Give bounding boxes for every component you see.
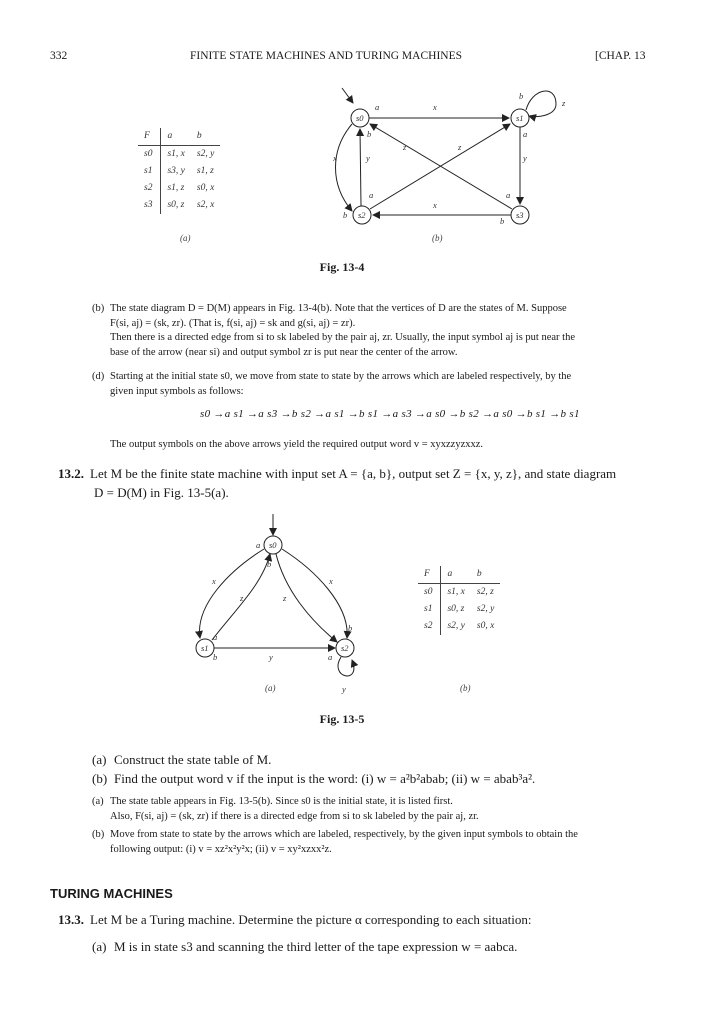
table-cell: s2, z [476, 587, 494, 597]
paragraph-d [92, 370, 662, 399]
edge-label: a [523, 129, 528, 139]
text-line: Construct the state table of M. [114, 752, 272, 767]
table-cell: s0, x [476, 621, 495, 631]
text-line: Let M be a Turing machine. Determine the picture α corresponding to each situation: [90, 912, 532, 927]
state-node [264, 536, 282, 554]
state-label: s0 [356, 113, 364, 123]
text-line: D = D(M) in Fig. 13-5(a). [94, 485, 229, 500]
table-cell: s0, z [167, 200, 185, 210]
table-cell: s1, z [196, 166, 214, 176]
edge [336, 124, 353, 211]
text-line: Move from state to state by the arrows which are labeled, respectively, by the given input symbols to obtain the [110, 829, 578, 840]
table-cell: s0 [138, 146, 161, 164]
edge [200, 549, 264, 638]
fig4-label-a: (a) [180, 233, 191, 243]
edge-label: y [342, 684, 346, 694]
table-cell: s0 [418, 584, 441, 602]
table-corner: F [418, 566, 441, 584]
edge-label: b [348, 623, 353, 633]
table-cell: s1, x [167, 149, 185, 159]
item-label: (a) [92, 752, 107, 767]
state-label: s1 [516, 113, 524, 123]
table-cell: s2, y [476, 604, 495, 614]
state-label: s0 [269, 540, 277, 550]
edge-label: z [403, 142, 407, 152]
edge-label: a [369, 190, 374, 200]
table-row [138, 146, 220, 164]
state-label: s1 [201, 643, 209, 653]
table-col-header: b [191, 128, 220, 146]
edge-label: a [256, 540, 261, 550]
table-cell: s1 [418, 601, 441, 618]
problem-number: 13.3. [58, 912, 84, 927]
edge-label: a [375, 102, 380, 112]
state-node [511, 206, 529, 224]
edge-label: x [433, 102, 437, 112]
output-line: The output symbols on the above arrows yield the required output word v = xyxzzyzxxz. [110, 439, 484, 450]
problem-13-3 [58, 910, 668, 956]
edge-label: b [500, 216, 505, 226]
table-cell: s3, y [167, 166, 185, 176]
table-cell: s0, z [447, 604, 465, 614]
edge-label: a [506, 190, 511, 200]
edge-label: a [328, 652, 333, 662]
text-line: Then there is a directed edge from si to sk labeled by the pair aj, zr. Usually, the input symbol aj is put near the [110, 332, 575, 343]
fig5-caption: Fig. 13-5 [319, 712, 365, 726]
table-col-header: a [441, 566, 471, 584]
edge [282, 549, 347, 638]
item-label: (b) [92, 829, 105, 840]
edge-label: b [213, 652, 218, 662]
table-col-header: a [161, 128, 191, 146]
edge-label: x [433, 200, 437, 210]
table-row [418, 618, 500, 635]
edge-label: x [329, 576, 333, 586]
text-line: following output: (i) v = xz²x²y²x; (ii) v = xy²xzxx²z. [110, 843, 332, 855]
edge [526, 91, 556, 117]
table-cell: s1, x [447, 587, 465, 597]
state-node [336, 639, 354, 657]
table-cell: s2, x [196, 200, 215, 210]
table-row [138, 197, 220, 214]
paragraph-b [92, 302, 662, 360]
table-cell: s1, z [167, 183, 185, 193]
transition-sequence: s0 →a s1 →a s3 →b s2 →a s1 →b s1 →a s3 →a s0 →b s2 →a s0 →b s1 →b s1 [200, 408, 580, 420]
text-line: Let M be the finite state machine with input set A = {a, b}, output set Z = {x, y, z}, and state diagram [90, 466, 617, 481]
state-label: s2 [341, 643, 349, 653]
edge [370, 124, 512, 209]
edge-label: y [269, 652, 273, 662]
state-label: s2 [358, 210, 366, 220]
item-label: (b) [92, 303, 105, 314]
table-cell: s3 [138, 197, 161, 214]
table-row [138, 163, 220, 180]
state-node [353, 206, 371, 224]
state-node [511, 109, 529, 127]
item-label: (a) [92, 939, 107, 954]
edge-label: a [213, 632, 218, 642]
edge-label: b [343, 210, 348, 220]
state-node [351, 109, 369, 127]
edge-label: b [367, 129, 372, 139]
text-line: The state table appears in Fig. 13-5(b). Since s0 is the initial state, it is listed first. [110, 796, 453, 807]
edge [370, 124, 510, 209]
edge-label: z [458, 142, 462, 152]
running-title: FINITE STATE MACHINES AND TURING MACHINES [190, 50, 462, 62]
state-node [196, 639, 214, 657]
table-cell: s2, y [447, 621, 465, 631]
edge-label: x [333, 153, 337, 163]
start-arrow [342, 88, 353, 103]
edge [360, 129, 361, 206]
text-line: The state diagram D = D(M) appears in Fig. 13-4(b). Note that the vertices of D are the states of M. Suppose [110, 303, 567, 314]
table-row [418, 584, 500, 602]
edge [212, 554, 270, 640]
text-line: M is in state s3 and scanning the third letter of the tape expression w = aabca. [114, 939, 518, 954]
chapter-label: [CHAP. 13 [595, 50, 646, 62]
text-line: F(si, aj) = (sk, zr). (That is, f(si, aj) = sk and g(si, aj) = zr). [110, 317, 356, 329]
item-label: (a) [92, 796, 104, 807]
table-cell: s1 [138, 163, 161, 180]
problem-number: 13.2. [58, 466, 84, 481]
state-label: s3 [516, 210, 524, 220]
table-row [418, 601, 500, 618]
edge-label: y [523, 153, 527, 163]
edge-label: y [366, 153, 370, 163]
table-cell: s2 [418, 618, 441, 635]
table-row [138, 180, 220, 197]
edge-label: x [212, 576, 216, 586]
item-label: (b) [92, 771, 108, 786]
text-line: given input symbols as follows: [110, 385, 244, 397]
table-cell: s2, y [196, 149, 215, 159]
fig5-state-table [418, 566, 500, 635]
answers [92, 795, 672, 857]
edge-label: z [283, 593, 287, 603]
edge-label: z [562, 98, 566, 108]
section-heading: TURING MACHINES [50, 886, 173, 901]
table-col-header: b [471, 566, 500, 584]
table-cell: s2 [138, 180, 161, 197]
text-line: base of the arrow (near si) and output symbol zr is put near the center of the arrow. [110, 346, 458, 358]
edge-label: b [267, 559, 272, 569]
table-corner: F [138, 128, 161, 146]
fig4-caption: Fig. 13-4 [319, 260, 365, 274]
edge [338, 657, 354, 676]
text-line: Also, F(si, aj) = (sk, zr) if there is a directed edge from si to sk labeled by the pair aj, zr. [110, 810, 479, 822]
fig5-label-b: (b) [460, 683, 471, 693]
edge [276, 554, 337, 642]
table-cell: s0, x [196, 183, 215, 193]
edge-label: b [519, 91, 524, 101]
fig4-label-b: (b) [432, 233, 443, 243]
problem-13-2 [58, 464, 668, 502]
page-number: 332 [50, 50, 68, 62]
item-label: (d) [92, 371, 105, 382]
text-line: Starting at the initial state s0, we move from state to state by the arrows which are labeled respectively, by the [110, 371, 572, 382]
text-line: Find the output word v if the input is the word: (i) w = a²b²abab; (ii) w = abab³a². [114, 771, 536, 786]
fig4-state-table [138, 128, 220, 214]
edge-label: z [240, 593, 244, 603]
questions [92, 750, 672, 788]
fig5-label-a: (a) [265, 683, 276, 693]
